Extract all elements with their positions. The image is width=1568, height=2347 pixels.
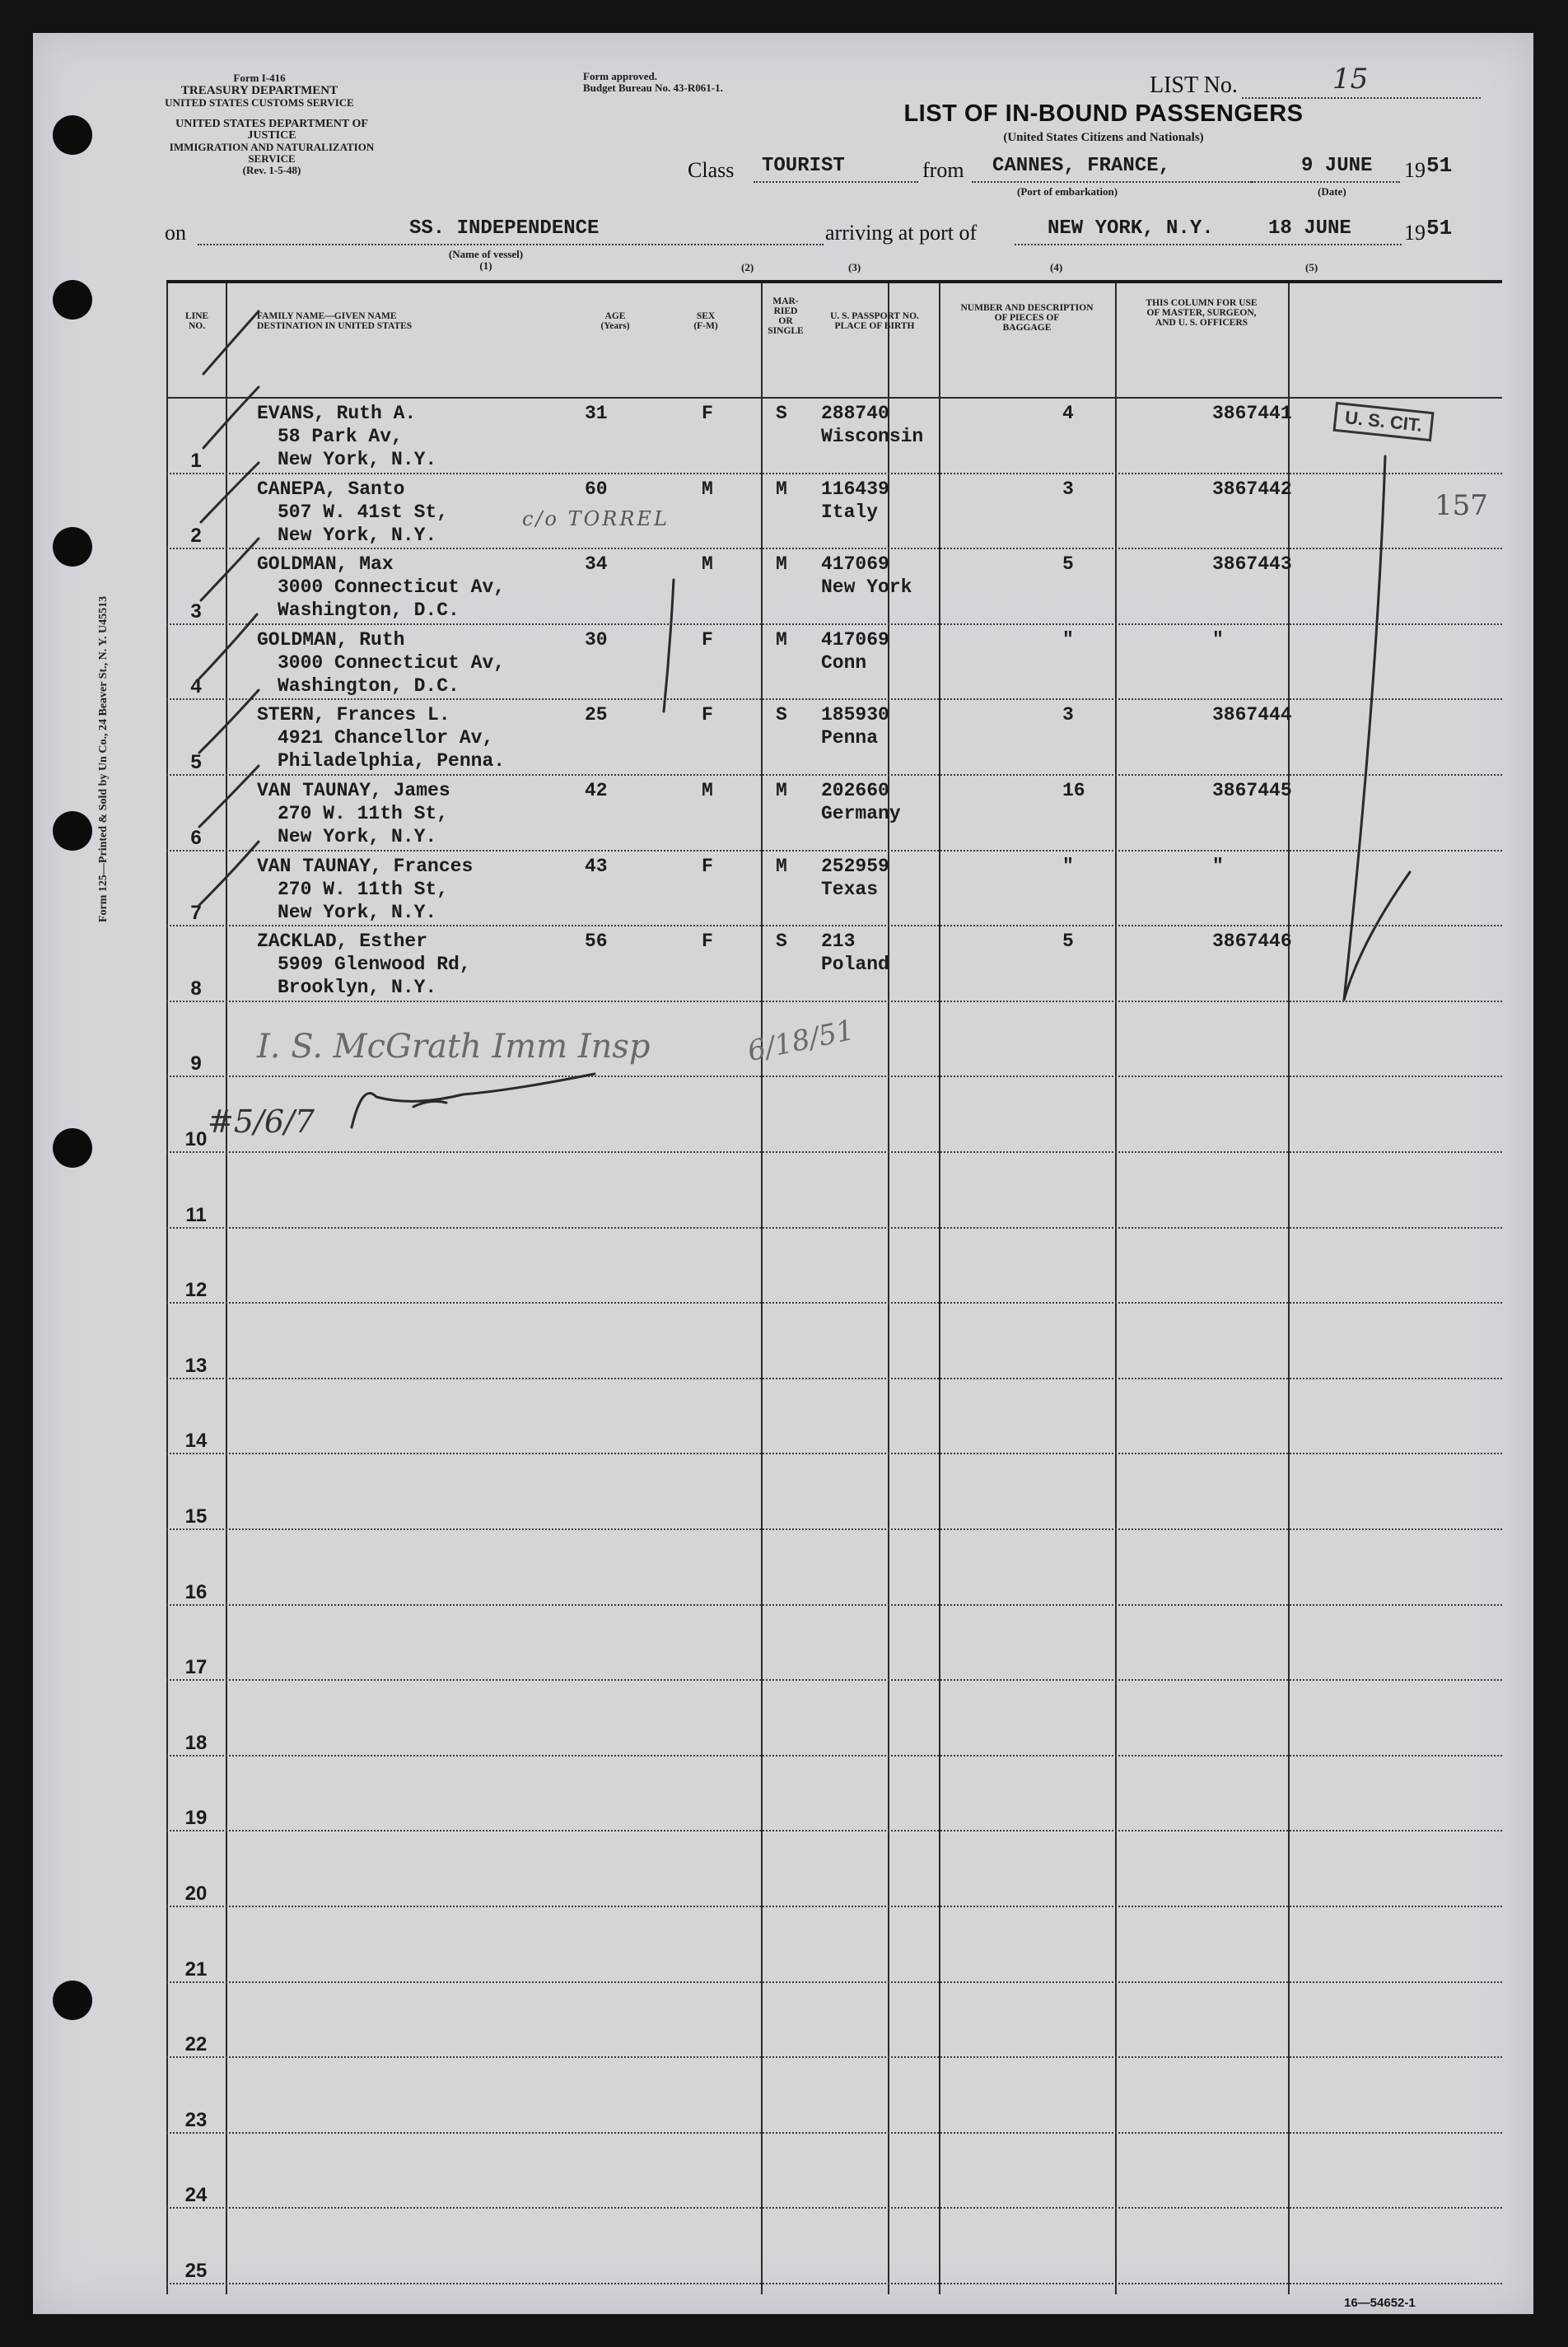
line-number: 3: [190, 600, 202, 623]
us-citizen-stamp: U. S. CIT.: [1332, 402, 1434, 441]
arrival-year: 51: [1426, 216, 1453, 240]
passport-number: 185930: [821, 704, 889, 726]
header-line-no: LINE NO.: [184, 311, 209, 331]
passport-number: 288740: [821, 403, 889, 424]
header-married: MAR- RIED OR SINGLE: [768, 296, 804, 336]
arrival-date: 18 JUNE: [1268, 217, 1351, 240]
passenger-age: 34: [585, 553, 608, 576]
place-of-birth: Penna: [821, 727, 879, 749]
passport-number: 417069: [821, 628, 889, 651]
line-number: 25: [184, 2259, 208, 2282]
ins-service: IMMIGRATION AND NATURALIZATION SERVICE: [169, 141, 375, 165]
officer-number: 3867445: [1212, 780, 1292, 801]
check-mark: [199, 842, 259, 905]
header-baggage: NUMBER AND DESCRIPTION OF PIECES OF BAGGAGE: [960, 303, 1094, 333]
manifest-page: [33, 33, 1533, 2314]
document-title: LIST OF IN-BOUND PASSENGERS: [903, 100, 1304, 127]
line-number: 5: [190, 750, 202, 773]
binder-hole: [53, 527, 92, 567]
customs-service: UNITED STATES CUSTOMS SERVICE: [165, 96, 354, 109]
line-number: 12: [184, 1279, 208, 1302]
vessel-name: SS. INDEPENDENCE: [409, 217, 600, 240]
passenger-name: STERN, Frances L.: [257, 704, 450, 726]
passenger-sex: F: [702, 931, 713, 953]
baggage-count: ": [1062, 855, 1074, 877]
place-of-birth: Wisconsin: [821, 426, 924, 447]
passenger-age: 60: [585, 478, 608, 500]
check-mark: [203, 311, 259, 374]
line-number: 23: [184, 2108, 208, 2131]
col-num-3: (3): [848, 261, 861, 273]
address-city: Washington, D.C.: [278, 674, 460, 697]
check-mark: [199, 690, 259, 753]
header-officers: THIS COLUMN FOR USE OF MASTER, SURGEON, AND U. S. OFFICERS: [1146, 298, 1258, 328]
treasury-dept: TREASURY DEPARTMENT: [180, 84, 338, 97]
passenger-name: GOLDMAN, Ruth: [257, 628, 405, 651]
approval-block: [583, 71, 797, 94]
check-mark: [201, 463, 259, 522]
line-number: 9: [190, 1052, 202, 1076]
passenger-name: VAN TAUNAY, James: [257, 780, 450, 801]
list-number-label: LIST No.: [1150, 72, 1238, 98]
officer-number: 3867443: [1212, 553, 1292, 576]
justice-dept: UNITED STATES DEPARTMENT OF JUSTICE: [175, 118, 368, 142]
empty-table-row: [166, 1304, 1502, 1379]
baggage-count: 3: [1062, 478, 1074, 500]
baggage-count: 5: [1062, 931, 1074, 953]
line-number: 1: [190, 449, 202, 472]
col-num-4: (4): [1050, 261, 1063, 273]
line-number: 11: [185, 1203, 207, 1226]
passenger-age: 42: [585, 780, 608, 801]
marital-status: M: [776, 553, 787, 576]
vessel-caption-text: (Name of vessel): [448, 248, 524, 260]
passenger-age: 31: [585, 403, 608, 424]
officer-number: ": [1212, 855, 1224, 877]
marital-status: M: [776, 628, 787, 651]
line-number: 18: [184, 1731, 208, 1754]
officer-number: ": [1212, 628, 1224, 651]
arrival-port: NEW YORK, N.Y.: [1048, 217, 1214, 240]
passenger-age: 25: [585, 704, 608, 726]
line-number: 22: [184, 2033, 208, 2056]
address-city: Washington, D.C.: [278, 600, 460, 622]
binder-hole: [53, 115, 92, 155]
empty-table-row: [166, 2209, 1502, 2284]
baggage-count: 5: [1062, 553, 1074, 576]
year-value: 51: [1426, 153, 1453, 178]
row-rule: [166, 2283, 1502, 2284]
passport-number: 252959: [821, 855, 889, 877]
empty-table-row: [166, 1907, 1502, 1983]
empty-table-row: [166, 2134, 1502, 2209]
line-number: 13: [184, 1354, 208, 1377]
on-label: on: [165, 221, 186, 245]
embarkation-date: 9 JUNE: [1301, 155, 1373, 177]
header-passport: U. S. PASSPORT NO. PLACE OF BIRTH: [830, 311, 919, 331]
line-number: 6: [190, 826, 202, 849]
vessel-column-number: (1): [479, 259, 492, 272]
check-mark: [199, 766, 259, 827]
passenger-sex: F: [702, 628, 713, 651]
binder-hole: [53, 1981, 92, 2020]
place-of-birth: New York: [821, 576, 912, 599]
revision: (Rev. 1-5-48): [242, 164, 301, 176]
passenger-table: [166, 280, 1502, 2294]
lines-note: #5/6/7: [208, 1104, 315, 1140]
year-prefix-2: 19: [1404, 221, 1426, 245]
inspection-date: 6/18/51: [744, 1013, 857, 1069]
form-approved: Form approved.: [583, 70, 658, 82]
passenger-name: EVANS, Ruth A.: [257, 403, 417, 424]
marital-status: S: [776, 704, 787, 726]
inspector-signature: I. S. McGrath Imm Insp: [257, 1028, 651, 1066]
address-line: 5909 Glenwood Rd,: [278, 954, 471, 976]
baggage-count: 3: [1062, 704, 1074, 726]
passenger-name: VAN TAUNAY, Frances: [257, 855, 474, 877]
address-line: 58 Park Av,: [278, 426, 403, 447]
header-sex: SEX (F-M): [693, 311, 718, 331]
address-line: 4921 Chancellor Av,: [278, 727, 494, 749]
address-city: New York, N.Y.: [278, 901, 437, 923]
empty-table-row: [166, 1831, 1502, 1907]
vessel-caption: [428, 249, 544, 272]
form-number: Form I-416: [233, 72, 286, 84]
passenger-sex: M: [702, 478, 713, 500]
binder-hole: [53, 1128, 92, 1168]
col-num-5: (5): [1305, 261, 1318, 273]
class-label: Class: [688, 158, 735, 182]
port-of-embarkation: CANNES, FRANCE,: [992, 155, 1171, 177]
marital-status: S: [776, 403, 787, 424]
form-footer-code: 16—54652-1: [1344, 2296, 1416, 2310]
passport-number: 116439: [821, 478, 889, 500]
list-number: 15: [1332, 63, 1369, 96]
form-header-left: [161, 72, 358, 109]
passport-number: 213: [821, 931, 856, 953]
passport-number: 202660: [821, 780, 889, 801]
passenger-age: 30: [585, 628, 608, 651]
embarkation-caption: (Port of embarkation): [1017, 185, 1118, 198]
empty-table-row: [166, 2058, 1502, 2134]
marital-status: S: [776, 931, 787, 953]
officer-line: [1344, 872, 1410, 1000]
check-mark: [199, 614, 257, 679]
empty-table-row: [166, 1454, 1502, 1530]
line-number: 20: [184, 1882, 208, 1905]
empty-table-row: [166, 1530, 1502, 1606]
passenger-age: 56: [585, 931, 608, 953]
line-number: 21: [184, 1957, 208, 1981]
address-line: 270 W. 11th St,: [278, 803, 449, 824]
check-mark: [201, 539, 259, 600]
line-number: 24: [184, 2184, 208, 2207]
justice-header: [156, 119, 387, 176]
line-number: 8: [190, 977, 202, 1000]
class-value: TOURIST: [762, 155, 845, 177]
header-name: FAMILY NAME—GIVEN NAME DESTINATION IN UNITED STATES: [257, 311, 413, 331]
year-prefix: 19: [1404, 158, 1426, 182]
line-number: 10: [184, 1127, 208, 1150]
address-line: 3000 Connecticut Av,: [278, 651, 506, 674]
officer-number: 3867446: [1212, 931, 1292, 953]
passenger-age: 43: [585, 855, 608, 877]
empty-table-row: [166, 1757, 1502, 1832]
page-stamp-number: 157: [1435, 489, 1488, 522]
handwritten-marks: [166, 283, 1502, 1271]
line-number: 17: [184, 1656, 208, 1679]
line-number: 4: [190, 675, 202, 698]
officer-number: 3867444: [1212, 704, 1292, 726]
baggage-count: 4: [1062, 403, 1074, 424]
empty-table-row: [166, 1379, 1502, 1455]
col-num-2: (2): [741, 261, 754, 273]
passenger-sex: M: [702, 780, 713, 801]
bracket-line: [664, 580, 674, 712]
care-of-note: c/o TORREL: [522, 507, 670, 530]
passenger-sex: F: [702, 403, 713, 424]
empty-table-row: [166, 1681, 1502, 1757]
line-number: 19: [184, 1807, 208, 1830]
address-line: 507 W. 41st St,: [278, 501, 449, 523]
address-city: New York, N.Y.: [278, 826, 437, 847]
baggage-count: 16: [1062, 780, 1085, 801]
place-of-birth: Conn: [821, 651, 867, 674]
place-of-birth: Poland: [821, 954, 889, 976]
marital-status: M: [776, 780, 787, 801]
binder-hole: [53, 280, 92, 320]
passenger-name: GOLDMAN, Max: [257, 553, 394, 576]
officer-number: 3867441: [1212, 403, 1292, 424]
check-mark: [203, 387, 259, 448]
address-line: 270 W. 11th St,: [278, 878, 449, 900]
passenger-sex: M: [702, 553, 713, 576]
line-number: 16: [184, 1580, 208, 1603]
empty-table-row: [166, 1983, 1502, 2059]
budget-bureau: Budget Bureau No. 43-R061-1.: [583, 82, 723, 94]
document-subtitle: (United States Citizens and Nationals): [1003, 131, 1204, 144]
address-city: New York, N.Y.: [278, 449, 437, 470]
address-line: 3000 Connecticut Av,: [278, 576, 506, 599]
line-number: 14: [184, 1430, 208, 1453]
binder-hole: [53, 811, 92, 851]
officer-number: 3867442: [1212, 478, 1292, 500]
place-of-birth: Germany: [821, 803, 901, 824]
line-number: 2: [190, 525, 202, 548]
place-of-birth: Texas: [821, 878, 879, 900]
header-age: AGE (Years): [600, 311, 630, 331]
address-city: New York, N.Y.: [278, 524, 437, 546]
line-number: 15: [184, 1505, 208, 1528]
date-caption: (Date): [1318, 185, 1346, 198]
printer-imprint: Form 125—Printed & Sold by Un Co., 24 Beaver St., N. Y. U45513: [97, 595, 110, 922]
passenger-sex: F: [702, 855, 713, 877]
passport-number: 417069: [821, 553, 889, 576]
baggage-count: ": [1062, 628, 1074, 651]
address-city: Philadelphia, Penna.: [278, 750, 506, 772]
marital-status: M: [776, 855, 787, 877]
place-of-birth: Italy: [821, 501, 879, 523]
line-number: 7: [190, 902, 202, 925]
passenger-name: ZACKLAD, Esther: [257, 931, 428, 953]
arriving-label: arriving at port of: [825, 221, 978, 245]
initials-scribble: [352, 1074, 595, 1127]
empty-table-row: [166, 1606, 1502, 1682]
from-label: from: [922, 158, 964, 182]
passenger-name: CANEPA, Santo: [257, 478, 405, 500]
passenger-sex: F: [702, 704, 713, 726]
address-city: Brooklyn, N.Y.: [278, 977, 437, 999]
marital-status: M: [776, 478, 787, 500]
